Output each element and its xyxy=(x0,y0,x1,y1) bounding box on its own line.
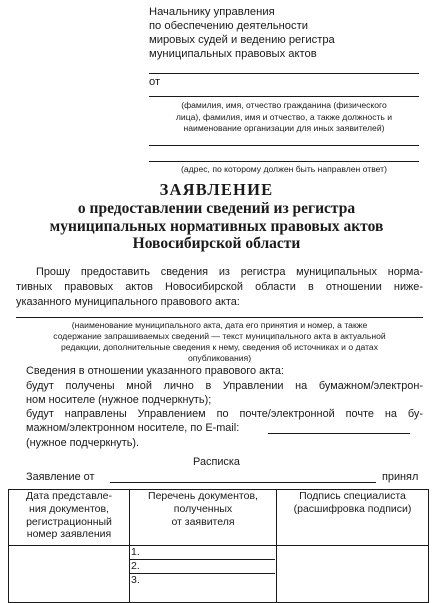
subtitle-line: муниципальных нормативных правовых актов xyxy=(49,217,384,235)
request-line-2: тивных правовых актов Новосибирской области в отношении ниже- xyxy=(16,281,423,293)
delivery-option2-note: (нужное подчеркнуть). xyxy=(26,437,140,449)
act-note-line: опубликования) xyxy=(187,353,252,363)
header-line: Подпись специалиста xyxy=(299,490,406,502)
request-line-1: Прошу предоставить сведения из регистра муниципальных норма- xyxy=(36,266,423,278)
header-line: Перечень документов, xyxy=(148,490,258,502)
delivery-option1-line1: будут получены мной лично в Управлении на бумажном/электрон- xyxy=(26,380,423,392)
email-fill-line[interactable] xyxy=(268,433,410,434)
list-item[interactable]: 1. xyxy=(129,545,275,559)
delivery-option1-line2: ном носителе (нужное подчеркнуть); xyxy=(26,394,212,406)
applicant-note-line: наименование организации для иных заявителей) xyxy=(183,123,385,133)
receipt-accepted-label: принял xyxy=(382,471,419,483)
subtitle-line: Новосибирской области xyxy=(132,235,301,252)
receipt-statement-label: Заявление от xyxy=(26,471,95,483)
delivery-option2-line1: будут направлены Управлением по почте/электронной почте на бу- xyxy=(26,408,423,420)
address-note: (адрес, по которому должен быть направлен ответ) xyxy=(181,164,387,174)
header-line: от заявителя xyxy=(171,515,235,528)
list-item[interactable]: 2. xyxy=(129,559,275,573)
list-item[interactable]: 3. xyxy=(129,573,275,587)
act-fill-line[interactable] xyxy=(16,317,423,318)
header-signature xyxy=(277,490,429,546)
act-note-line: редакции, дополнительные сведения к нему, сведения об источниках и о датах xyxy=(60,342,379,352)
documents-list xyxy=(129,545,275,587)
act-note xyxy=(16,320,423,364)
document-title: ЗАЯВЛЕНИЕ xyxy=(159,180,274,199)
delivery-intro: Сведения в отношении указанного правового акта: xyxy=(26,365,284,377)
request-line-3: указанного муниципального правового акта: xyxy=(16,296,240,308)
address-fill-line-1[interactable] xyxy=(149,145,419,146)
header-line: Дата представле- xyxy=(25,490,112,502)
addressee-line-1: Начальнику управления xyxy=(149,6,275,18)
addressee-line-4: муниципальных правовых актов xyxy=(149,48,317,60)
from-label: от xyxy=(149,76,161,88)
header-line: номер заявления xyxy=(26,528,112,541)
delivery-option2-line2: мажном/электронном носителе, по E-mail: xyxy=(26,422,240,434)
header-line: полученных xyxy=(173,502,233,515)
act-note-line: содержание запрашиваемых сведений — текст муниципального акта в актуальной xyxy=(53,331,386,341)
subtitle-line: о предоставлении сведений из регистра xyxy=(77,200,356,217)
address-fill-line-2[interactable] xyxy=(149,161,419,162)
act-note-line: (наименование муниципального акта, дата его принятия и номер, а также xyxy=(71,320,368,330)
addressee-fill-line[interactable] xyxy=(149,73,419,74)
cell-signature[interactable] xyxy=(277,546,429,603)
header-line: регистрационный xyxy=(26,515,112,528)
applicant-fill-line[interactable] xyxy=(149,96,419,97)
header-line: ния документов, xyxy=(29,502,109,515)
cell-date-number[interactable] xyxy=(9,546,130,603)
addressee-line-3: мировых судей и ведению регистра xyxy=(149,34,335,46)
header-documents-list xyxy=(130,490,277,546)
receipt-title: Расписка xyxy=(193,456,240,468)
receipt-fill-line[interactable] xyxy=(110,482,376,483)
header-date-number xyxy=(9,490,130,546)
applicant-note xyxy=(149,100,419,135)
document-subtitle xyxy=(0,200,433,253)
header-line: (расшифровка подписи) xyxy=(293,502,412,515)
applicant-note-line: (фамилия, имя, отчество гражданина (физического xyxy=(181,100,387,110)
table-header-row xyxy=(9,490,429,546)
applicant-note-line: лица), фамилия, имя и отчество, а также должность и xyxy=(175,111,393,122)
addressee-line-2: по обеспечению деятельности xyxy=(149,20,308,32)
